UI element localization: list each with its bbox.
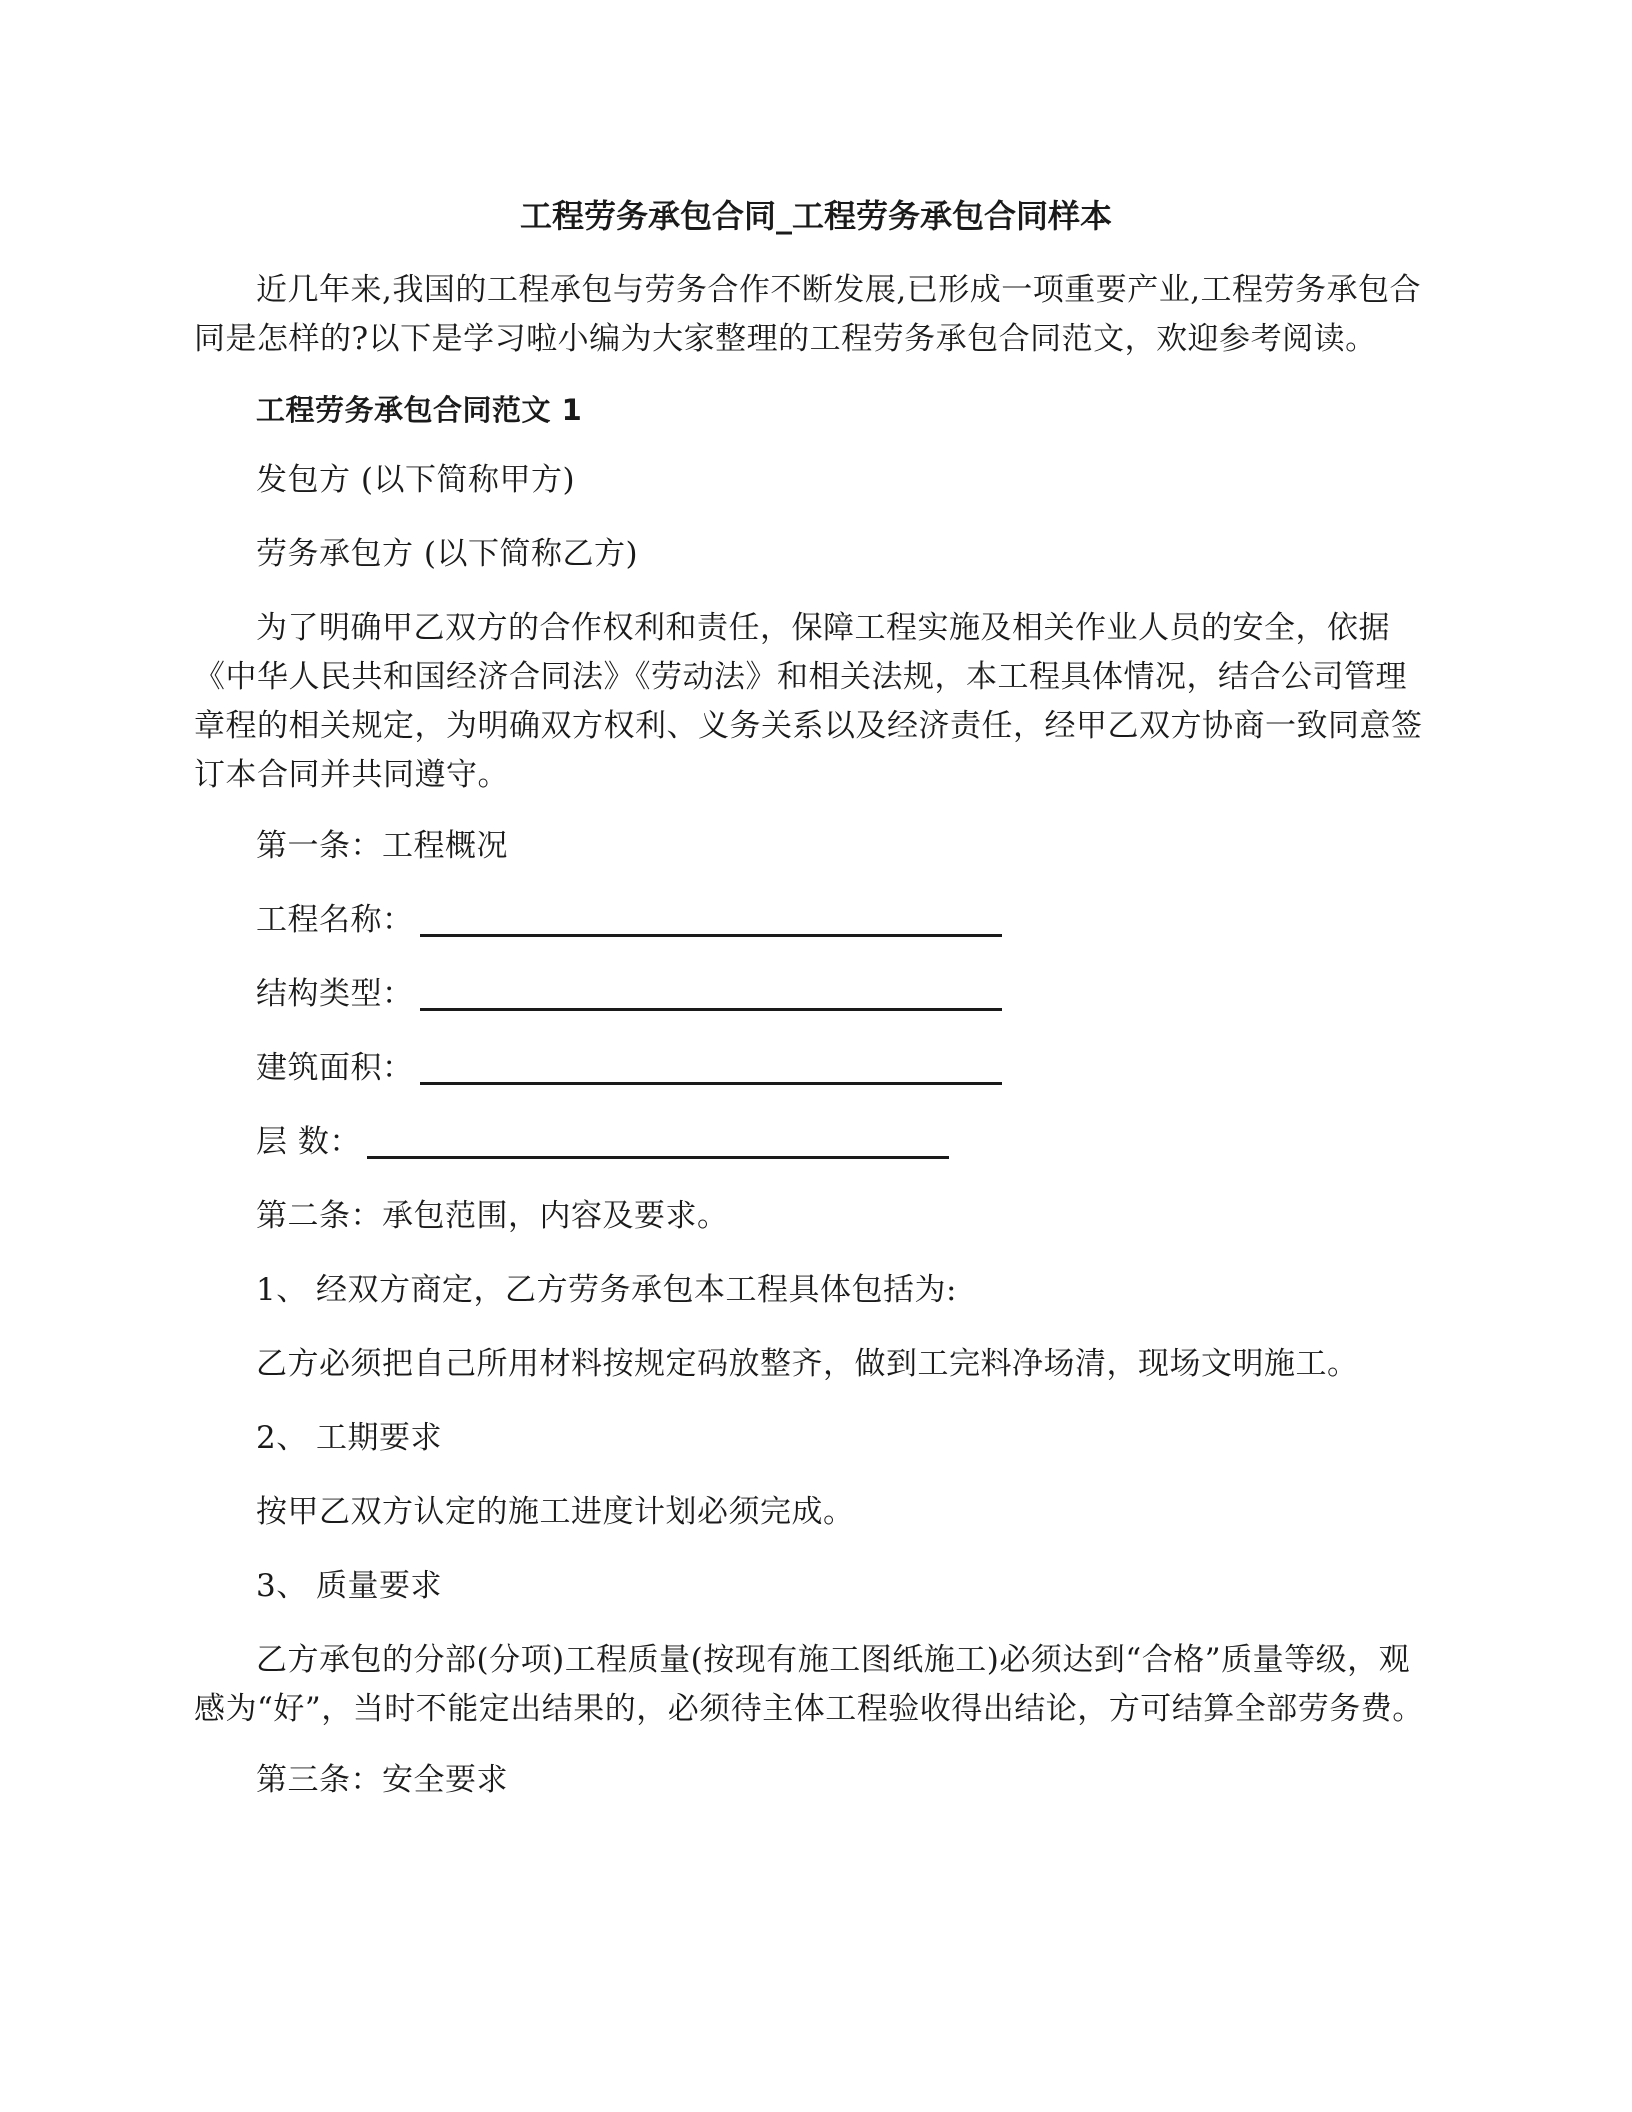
- item-3-text: 质量要求: [316, 1568, 442, 1604]
- item-1-text: 经双方商定，乙方劳务承包本工程具体包括为:: [316, 1272, 957, 1308]
- item-3-heading: [256, 1562, 442, 1611]
- building-area-field: [256, 1044, 1002, 1093]
- item-3-body: 乙方承包的分部(分项)工程质量(按现有施工图纸施工)必须达到“合格”质量等级，观感为“好”，当时不能定出结果的，必须待主体工程验收得出结论，方可结算全部劳务费。: [194, 1642, 1424, 1727]
- floors-field: [256, 1118, 949, 1167]
- project-name-field: [256, 896, 1002, 945]
- building-area-blank: [420, 1082, 1002, 1085]
- structure-type-blank: [420, 1008, 1002, 1011]
- item-2-number: 2、: [256, 1420, 308, 1456]
- floors-blank: [367, 1156, 949, 1159]
- party-b-line: 劳务承包方 (以下简称乙方): [256, 536, 639, 572]
- project-name-label: 工程名称：: [256, 902, 414, 938]
- item-3-number: 3、: [256, 1568, 308, 1604]
- item-2-heading: [256, 1414, 442, 1463]
- section-title: 工程劳务承包合同范文 1: [256, 393, 583, 427]
- structure-type-field: [256, 970, 1002, 1019]
- item-1-body: 乙方必须把自己所用材料按规定码放整齐，做到工完料净场清，现场文明施工。: [256, 1346, 1359, 1382]
- item-2-text: 工期要求: [316, 1420, 442, 1456]
- item-1-heading: [256, 1266, 957, 1315]
- building-area-label: 建筑面积：: [256, 1050, 414, 1086]
- item-1-number: 1、: [256, 1272, 308, 1308]
- floors-label: 层 数：: [256, 1124, 361, 1160]
- structure-type-label: 结构类型：: [256, 976, 414, 1012]
- article-2-heading: 第二条：承包范围，内容及要求。: [256, 1198, 729, 1234]
- article-3-heading: 第三条：安全要求: [256, 1762, 508, 1798]
- project-name-blank: [420, 934, 1002, 937]
- item-2-body: 按甲乙双方认定的施工进度计划必须完成。: [256, 1494, 855, 1530]
- article-1-heading: 第一条：工程概况: [256, 828, 508, 864]
- party-a-line: 发包方 (以下简称甲方): [256, 462, 576, 498]
- document-title: 工程劳务承包合同_工程劳务承包合同样本: [519, 197, 1112, 235]
- preamble-paragraph: 为了明确甲乙双方的合作权利和责任，保障工程实施及相关作业人员的安全，依据《中华人民共和国经济合同法》《劳动法》和相关法规，本工程具体情况，结合公司管理章程的相关规定，为明确双方权利、义务关系以及经济责任，经甲乙双方协商一致同意签订本合同并共同遵守。: [194, 610, 1423, 793]
- intro-paragraph: 近几年来,我国的工程承包与劳务合作不断发展,已形成一项重要产业,工程劳务承包合同是怎样的?以下是学习啦小编为大家整理的工程劳务承包合同范文，欢迎参考阅读。: [194, 272, 1422, 357]
